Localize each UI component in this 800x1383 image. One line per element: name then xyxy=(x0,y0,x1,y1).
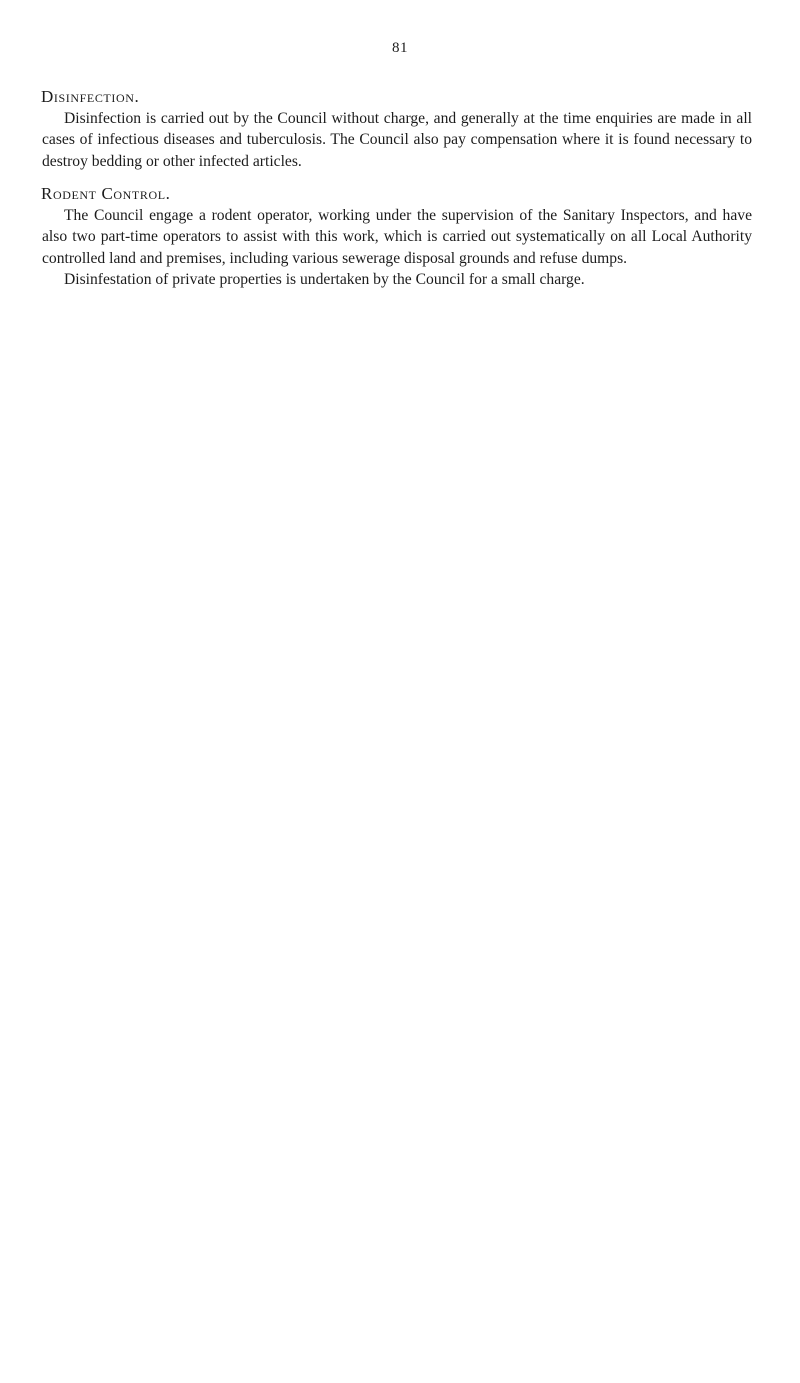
section-disinfection xyxy=(42,86,752,172)
section-heading-rodent-control: Rodent Control. xyxy=(41,184,171,203)
paragraph-disinfection: Disinfection is carried out by the Council without charge, and generally at the time enquiries are made in all cases of infectious diseases and tuberculosis. The Council also pay compensation where it is found necessary to destroy bedding or other infected articles. xyxy=(42,110,752,170)
section-rodent-control xyxy=(42,183,752,291)
paragraph-disinfestation: Disinfestation of private properties is undertaken by the Council for a small charge. xyxy=(64,271,585,289)
paragraph-rodent-operator: The Council engage a rodent operator, working under the supervision of the Sanitary Inspectors, and have also two part-time operators to assist with this work, which is carried out systematically on all Local Authority controlled land and premises, including various sewerage disposal grounds and refuse dumps. xyxy=(42,207,752,267)
section-heading-disinfection: Disinfection. xyxy=(41,87,140,106)
page-number: 81 xyxy=(392,40,408,56)
